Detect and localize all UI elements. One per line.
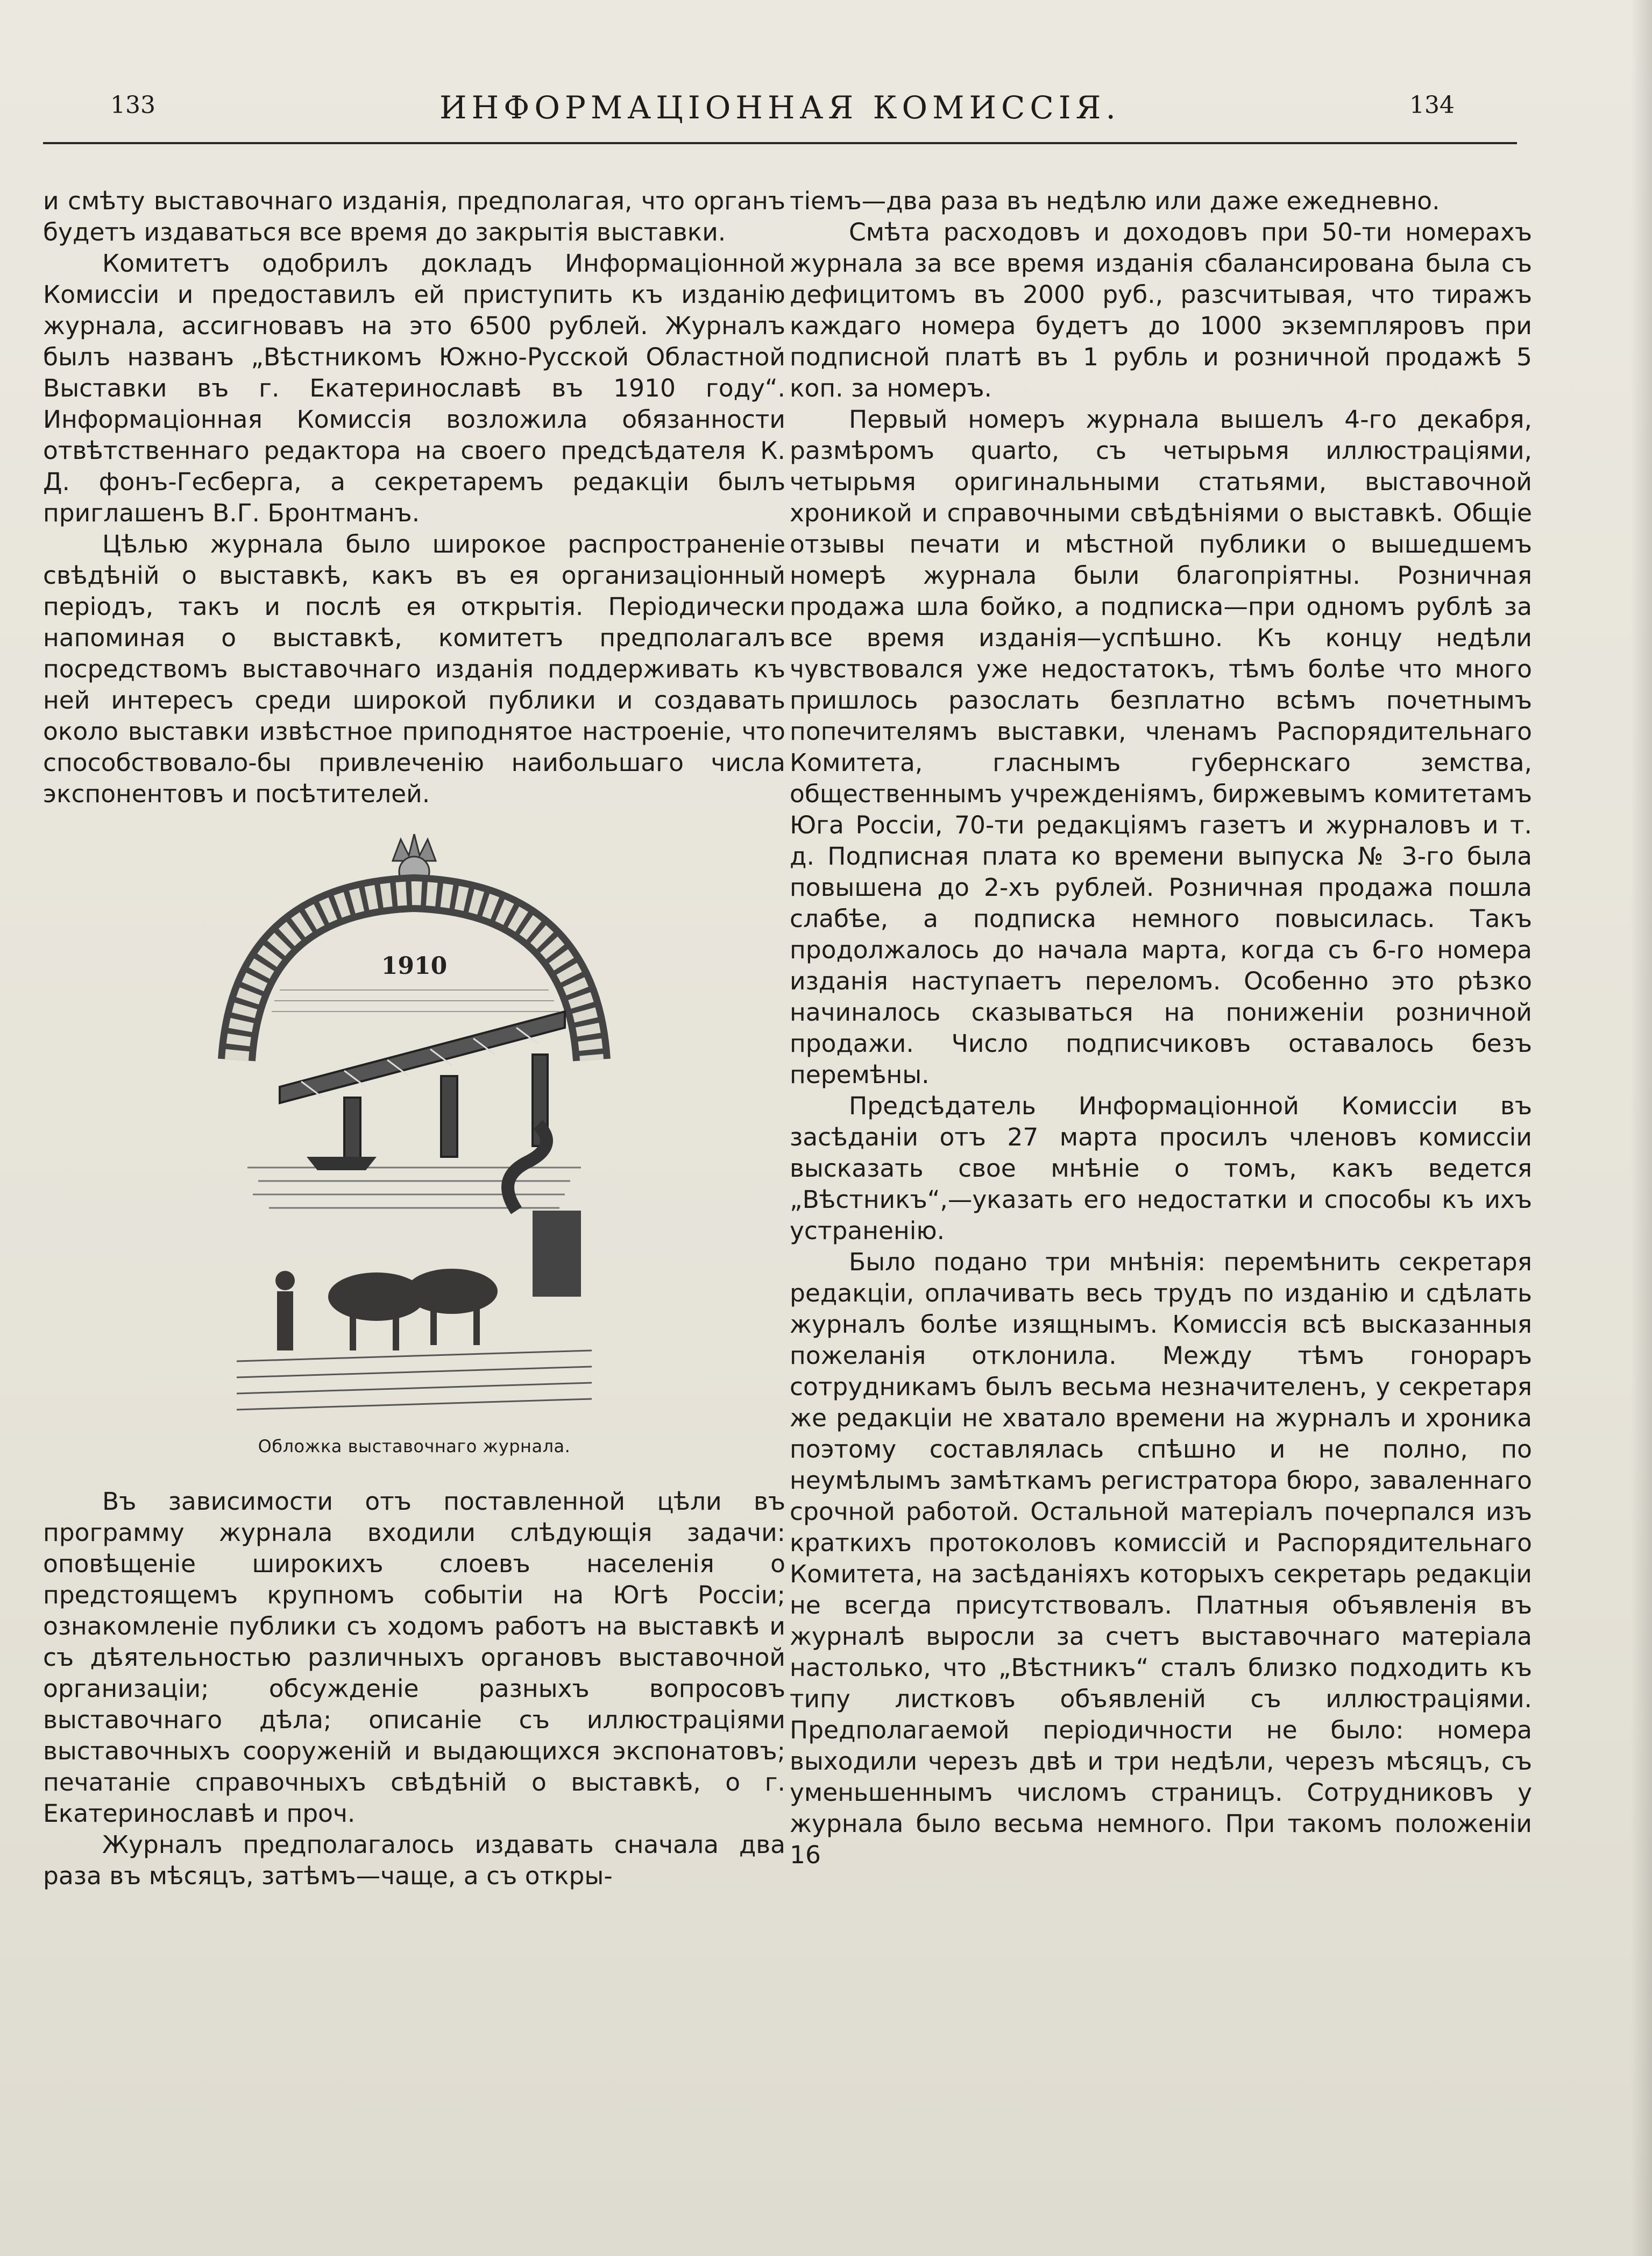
header-rule: [43, 142, 1517, 144]
journal-cover-figure: [204, 834, 624, 1457]
paragraph: Комитетъ одобрилъ докладъ Информаціонной Комиссіи и предоставилъ ей приступить къ изданію журнала, ассигновавъ на это 6500 рублей. Журналъ былъ названъ „Вѣстникомъ Южно-Русской Областной Выставки въ г. Екатеринославѣ въ 1910 году“. Информаціонная Комиссія возложила обязанности отвѣтственнаго редактора на своего предсѣдателя К. Д. фонъ-Гесберга, а секретаремъ редакціи былъ приглашенъ В.Г. Бронтманъ.: [43, 249, 785, 527]
paragraph: тіемъ—два раза въ недѣлю или даже ежедневно.: [790, 187, 1440, 215]
right-column: [790, 186, 1532, 1871]
paragraph: Первый номеръ журнала вышелъ 4-го декабря, размѣромъ quarto, съ четырьмя иллюстраціями, четырьмя оригинальными статьями, выставочной хроникой и справочными свѣдѣніями о выставкѣ. Общіе отзывы печати и мѣстной публики о вышедшемъ номерѣ журнала были благопріятны. Розничная продажа шла бойко, а подписка—при одномъ рублѣ за все время изданія—успѣшно. Къ концу недѣли чувствовался уже недостатокъ, тѣмъ болѣе что много пришлось разослать безплатно всѣмъ почетнымъ попечителямъ выставки, членамъ Распорядительнаго Комитета, гласнымъ губернскаго земства, общественнымъ учрежденіямъ, биржевымъ комитетамъ Юга Россіи, 70-ти редакціямъ газетъ и журналовъ и т. д. Подписная плата ко времени выпуска № 3-го была повышена до 2-хъ рублей. Розничная продажа пошла слабѣе, а подписка немного повысилась. Такъ продолжалось до начала марта, когда съ 6-го номера изданія наступаетъ переломъ. Особенно это рѣзко начиналось сказываться на пониженіи розничной продажи. Число подписчиковъ оставалось безъ перемѣны.: [790, 405, 1532, 1089]
page-number-right: 134: [1409, 91, 1455, 119]
cover-year: 1910: [381, 952, 448, 980]
paragraph: Предсѣдатель Информаціонной Комиссіи въ засѣданіи отъ 27 марта просилъ членовъ комиссіи высказать свое мнѣніе о томъ, какъ ведется „Вѣстникъ“,—указать его недостатки и способы къ ихъ устраненію.: [790, 1092, 1532, 1245]
page-header: [43, 86, 1517, 135]
paragraph: и смѣту выставочнаго изданія, предполагая, что органъ будетъ издаваться все время до закрытія выставки.: [43, 187, 785, 246]
paragraph: Въ зависимости отъ поставленной цѣли въ программу журнала входили слѣдующія задачи: оповѣщеніе широкихъ слоевъ населенія о предстоящемъ крупномъ событіи на Югѣ Россіи; ознакомленіе публики съ ходомъ работъ на выставкѣ и съ дѣятельностью различныхъ органовъ выставочной организаціи; обсужденіе разныхъ вопросовъ выставочнаго дѣла; описаніе съ иллюстраціями выставочныхъ сооруженій и выдающихся экспонатовъ; печатаніе справочныхъ свѣдѣній о выставкѣ, о г. Екатеринославѣ и проч.: [43, 1487, 785, 1828]
figure-caption: Обложка выставочнаго журнала.: [258, 1436, 571, 1456]
paragraph: Журналъ предполагалось издавать сначала два раза въ мѣсяцъ, затѣмъ—чаще, а съ откры-: [43, 1830, 785, 1890]
left-column: [43, 186, 785, 1892]
plough-scene-drawing: [275, 1269, 498, 1350]
bridge-drawing: [280, 1012, 565, 1162]
running-title: ИНФОРМАЦIОННАЯ КОМИССIЯ.: [439, 89, 1121, 126]
boat-drawing: [307, 1157, 377, 1170]
page-number-left: 133: [110, 91, 155, 119]
journal-cover-illustration: [215, 834, 613, 1426]
paragraph: Было подано три мнѣнія: перемѣнить секретаря редакціи, оплачивать весь трудъ по изданію и сдѣлать журналъ болѣе изящнымъ. Комиссія всѣ высказанныя пожеланія отклонила. Между тѣмъ гонораръ сотрудникамъ былъ весьма незначителенъ, у секретаря же редакціи не хватало времени на журналъ и хроника поэтому составлялась спѣшно и не полно, по неумѣлымъ замѣткамъ регистратора бюро, заваленнаго срочной работой. Остальной матеріалъ почерпался изъ краткихъ протоколовъ комиссій и Распорядительнаго Комитета, на засѣданіяхъ которыхъ секретарь редакціи не всегда присутствовалъ. Платныя объявленія въ журналѣ выросли за счетъ выставочнаго матеріала настолько, что „Вѣстникъ“ сталъ близко подходить къ типу листковъ объявленій съ иллюстраціями. Предполагаемой періодичности не было: номера выходили черезъ двѣ и три недѣли, черезъ мѣсяцъ, съ уменьшеннымъ числомъ страницъ. Сотрудниковъ у журнала было весьма немного. При такомъ положеніи 16: [790, 1248, 1532, 1869]
paragraph: Смѣта расходовъ и доходовъ при 50-ти номерахъ журнала за все время изданія сбалансирована была съ дефицитомъ въ 2000 руб., разсчитывая, что тиражъ каждаго номера будетъ до 1000 экземпляровъ при подписной платѣ въ 1 рубль и розничной продажѣ 5 коп. за номеръ.: [790, 218, 1532, 402]
page-edge-shadow: [1630, 0, 1652, 2256]
paragraph: Цѣлью журнала было широкое распространеніе свѣдѣній о выставкѣ, какъ въ ея организаціонный періодъ, такъ и послѣ ея открытія. Періодически напоминая о выставкѣ, комитетъ предполагалъ посредствомъ выставочнаго изданія поддерживать къ ней интересъ среди широкой публики и создавать около выставки извѣстное приподнятое настроеніе, что способствовало-бы привлеченію наибольшаго числа экспонентовъ и посѣтителей.: [43, 530, 785, 808]
